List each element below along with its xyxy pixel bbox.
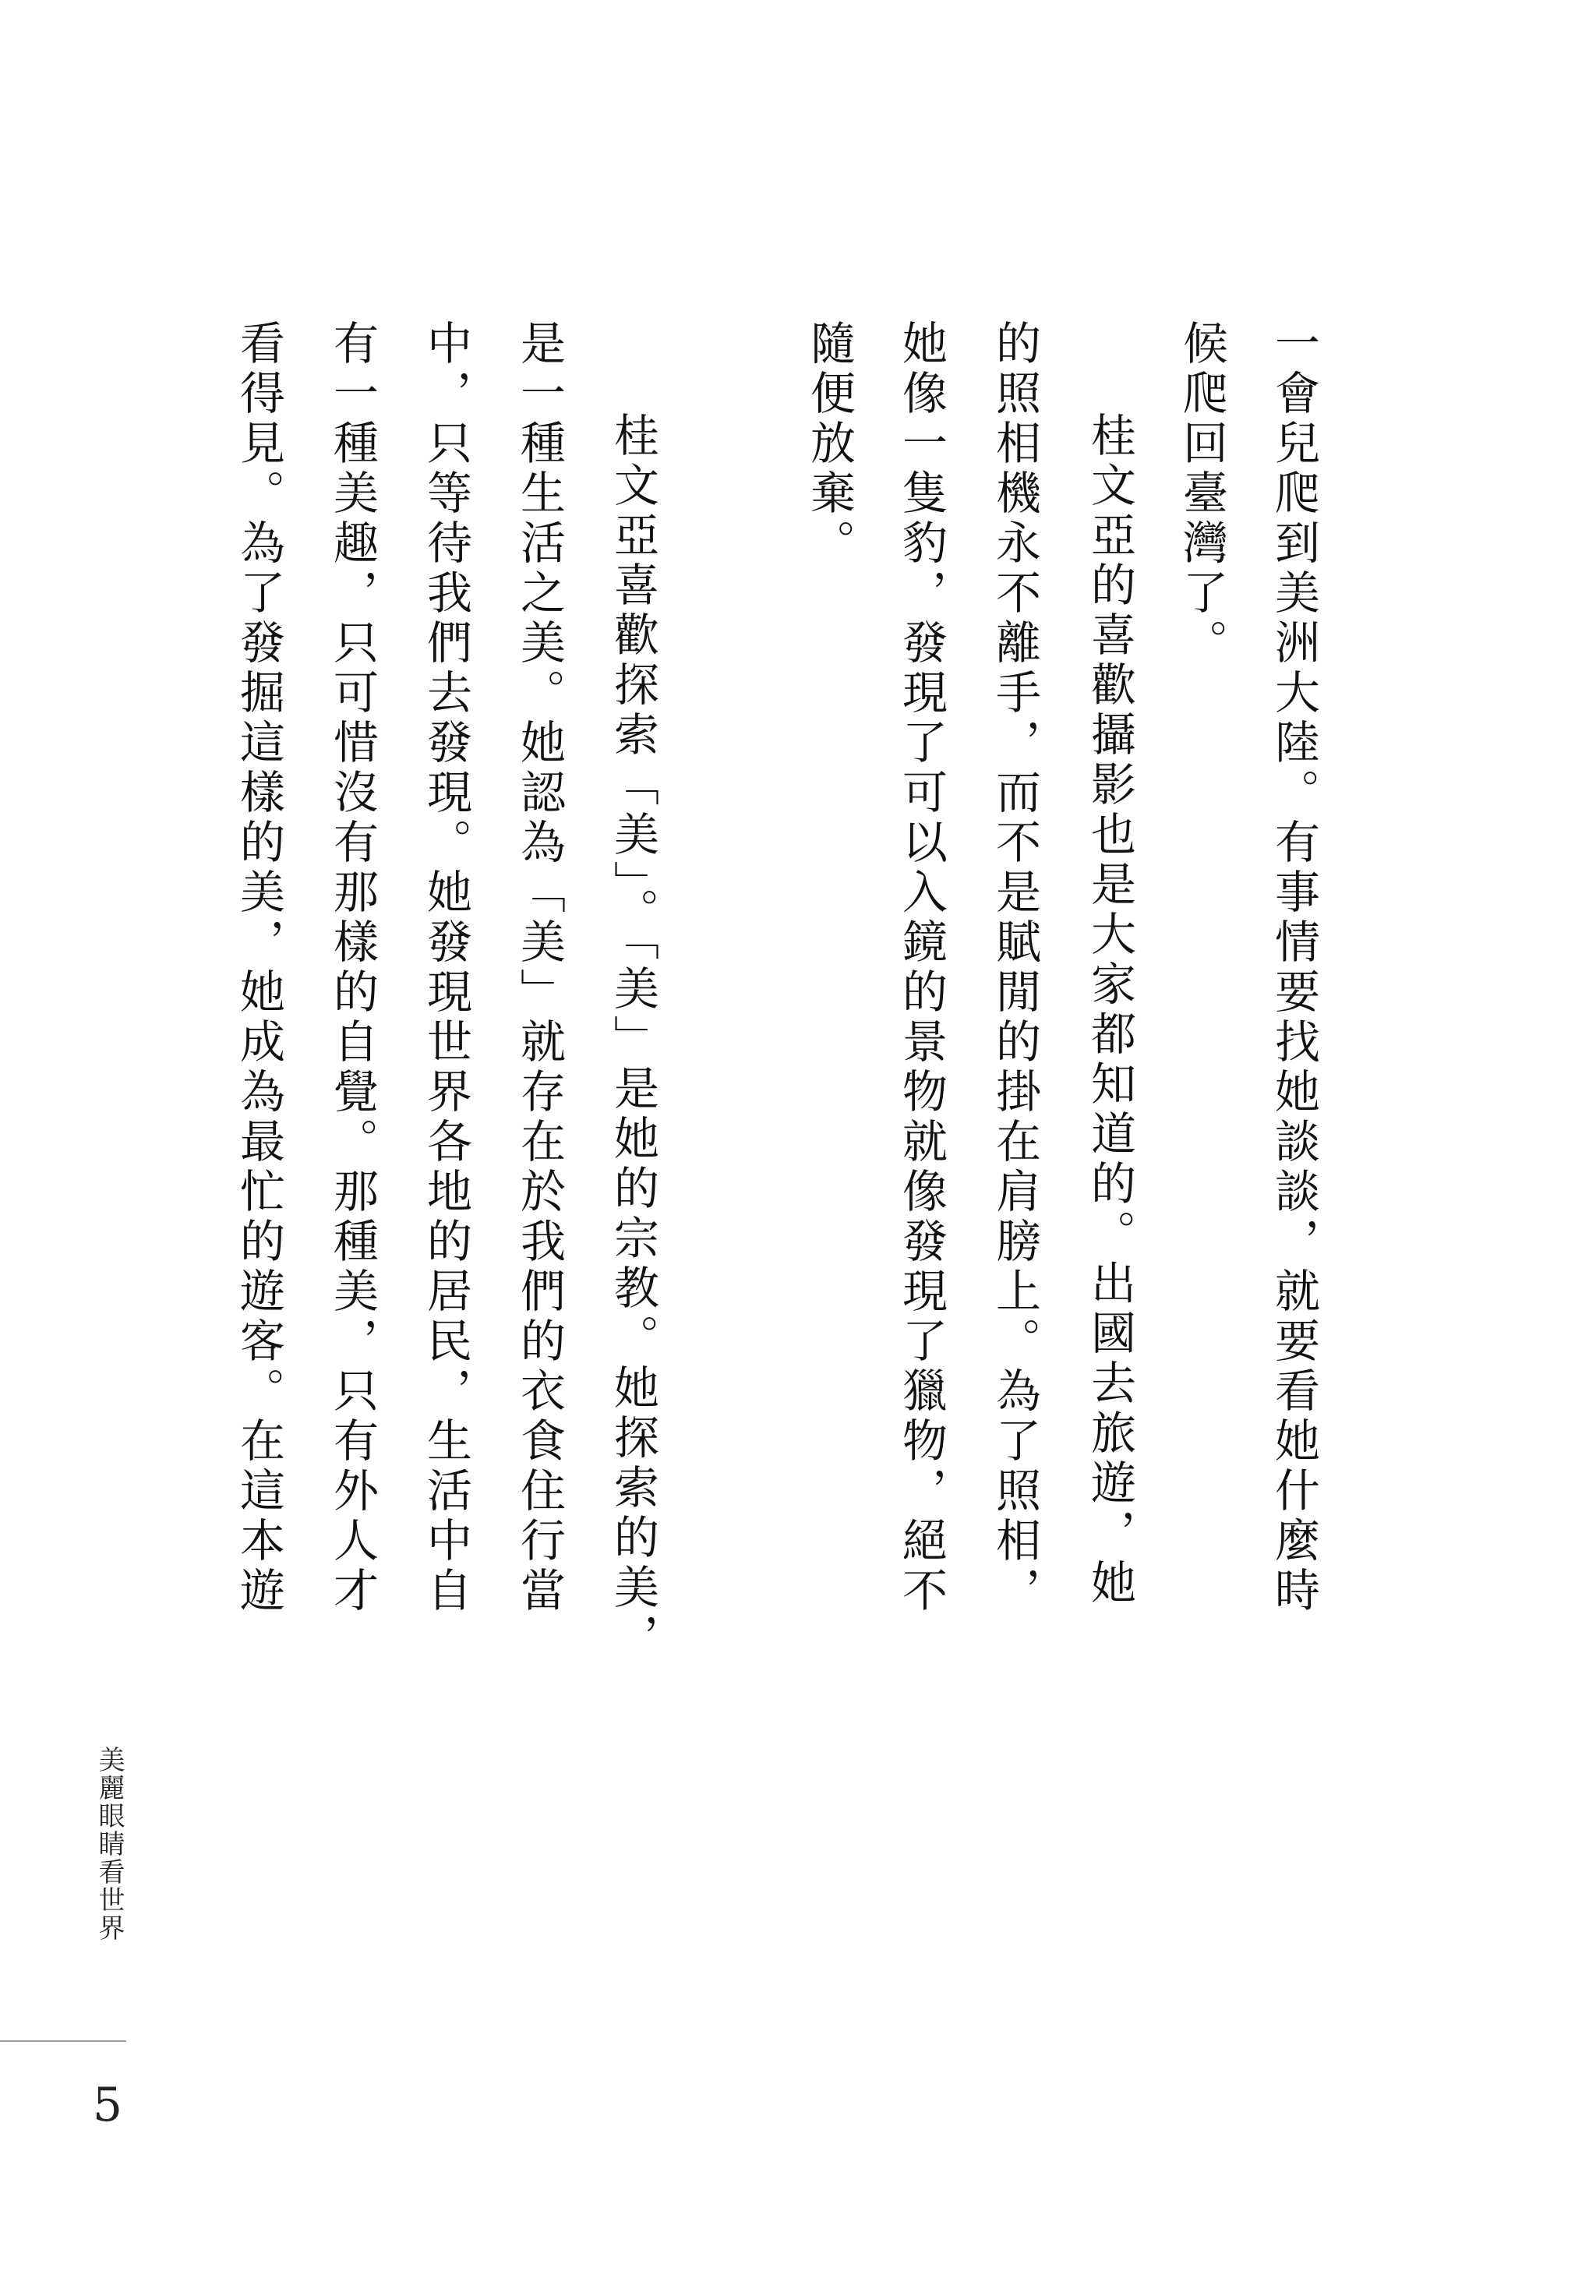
text-column: 中，只等待我們去發現。她發現世界各地的居民，生活中自 (419, 320, 472, 1616)
text-column: 的照相機永不離手，而不是賦閒的掛在肩膀上。為了照相， (988, 320, 1041, 1616)
text-column: 是一種生活之美。她認為「美」就存在於我們的衣食住行當 (513, 320, 566, 1616)
text-column: 她像一隻豹，發現了可以入鏡的景物就像發現了獵物，絕不 (895, 320, 948, 1616)
text-column: 桂文亞喜歡探索「美」。「美」是她的宗教。她探索的美， (606, 412, 659, 1663)
text-column: 有一種美趣，只可惜沒有那樣的自覺。那種美，只有外人才 (326, 320, 379, 1616)
text-column: 候爬回臺灣了。 (1175, 320, 1228, 669)
running-title: 美麗眼睛看世界 (94, 1746, 125, 1942)
text-column: 看得見。為了發掘這樣的美，她成為最忙的遊客。在這本遊 (232, 320, 285, 1616)
footer-divider (0, 2040, 126, 2042)
text-column: 一會兒爬到美洲大陸。有事情要找她談談，就要看她什麼時 (1267, 320, 1320, 1616)
page-number: 5 (92, 2078, 123, 2132)
text-column: 桂文亞的喜歡攝影也是大家都知道的。出國去旅遊，她 (1083, 412, 1136, 1609)
text-column: 隨便放棄。 (803, 320, 856, 569)
